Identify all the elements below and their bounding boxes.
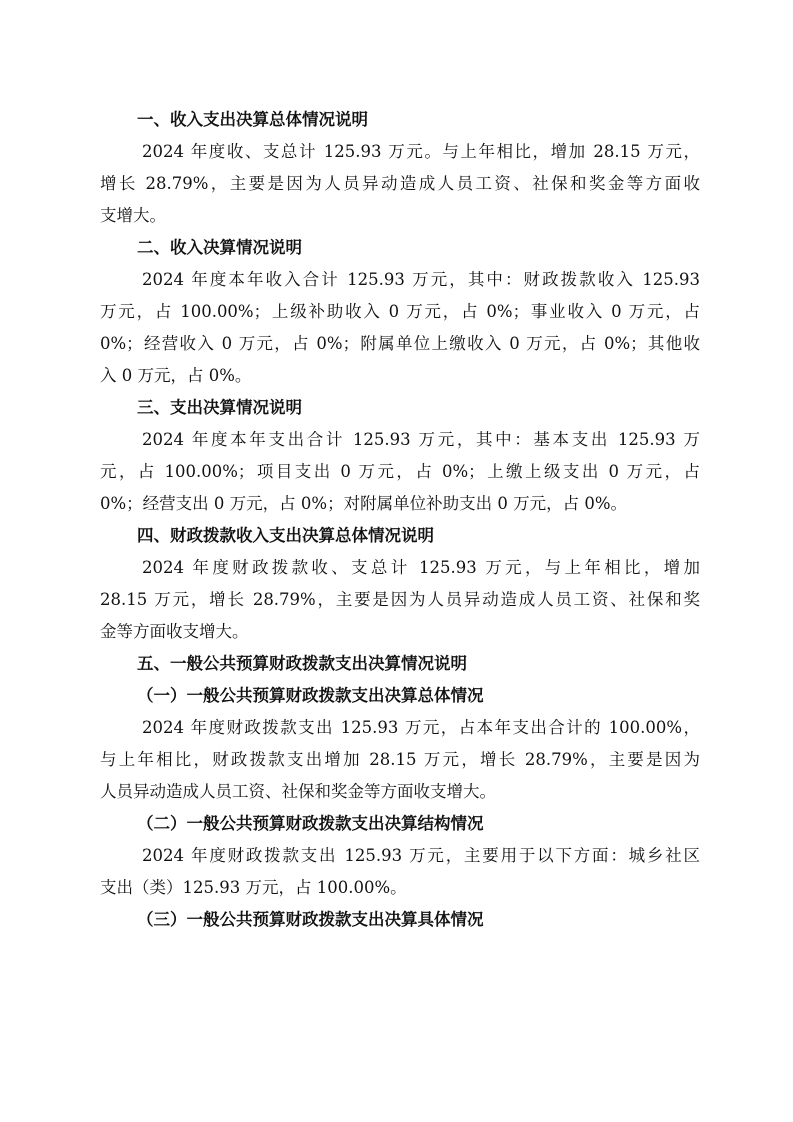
- paragraph-line: 0%；经营收入 0 万元，占 0%；附属单位上缴收入 0 万元，占 0%；其他收: [100, 334, 700, 353]
- paragraph-line: 元，占 100.00%；项目支出 0 万元，占 0%；上缴上级支出 0 万元，占: [100, 462, 700, 481]
- paragraph-fiscal-appropriation-overview: [100, 552, 700, 648]
- paragraph-line: 2024 年度本年收入合计 125.93 万元，其中：财政拨款收入 125.93: [142, 270, 700, 289]
- paragraph-line: 支出（类）125.93 万元，占 100.00%。: [100, 878, 407, 897]
- paragraph-line: 金等方面收支增大。: [100, 622, 249, 641]
- section-heading-income: 二、收入决算情况说明: [137, 238, 302, 257]
- paragraph-income-expenditure-overview: [100, 136, 700, 232]
- subsection-heading-details: （三）一般公共预算财政拨款支出决算具体情况: [137, 910, 484, 929]
- paragraph-line: 0%；经营支出 0 万元，占 0%；对附属单位补助支出 0 万元，占 0%。: [100, 494, 627, 513]
- paragraph-line: 2024 年度本年支出合计 125.93 万元，其中：基本支出 125.93 万: [142, 430, 700, 449]
- paragraph-general-budget-structure: [100, 840, 700, 904]
- paragraph-line: 28.15 万元，增长 28.79%，主要是因为人员异动造成人员工资、社保和奖: [100, 590, 700, 609]
- paragraph-line: 与上年相比，财政拨款支出增加 28.15 万元，增长 28.79%，主要是因为: [100, 750, 700, 769]
- document-body: [100, 104, 700, 936]
- paragraph-income: [100, 264, 700, 392]
- paragraph-line: 2024 年度财政拨款支出 125.93 万元，主要用于以下方面：城乡社区: [142, 846, 700, 865]
- paragraph-line: 2024 年度财政拨款支出 125.93 万元，占本年支出合计的 100.00%，: [142, 718, 700, 737]
- paragraph-line: 支增大。: [100, 206, 166, 225]
- paragraph-general-budget-overall: [100, 712, 700, 808]
- paragraph-line: 2024 年度收、支总计 125.93 万元。与上年相比，增加 28.15 万元，: [142, 142, 700, 161]
- paragraph-expenditure: [100, 424, 700, 520]
- paragraph-line: 2024 年度财政拨款收、支总计 125.93 万元，与上年相比，增加: [142, 558, 700, 577]
- subsection-heading-structure: （二）一般公共预算财政拨款支出决算结构情况: [137, 814, 484, 833]
- subsection-heading-overall: （一）一般公共预算财政拨款支出决算总体情况: [137, 686, 484, 705]
- paragraph-line: 入 0 万元，占 0%。: [100, 366, 252, 385]
- paragraph-line: 万元，占 100.00%；上级补助收入 0 万元，占 0%；事业收入 0 万元，占: [100, 302, 700, 321]
- paragraph-line: 人员异动造成人员工资、社保和奖金等方面收支增大。: [100, 782, 496, 801]
- section-heading-income-expenditure-overview: 一、收入支出决算总体情况说明: [137, 110, 368, 129]
- section-heading-general-public-budget: 五、一般公共预算财政拨款支出决算情况说明: [137, 654, 467, 673]
- section-heading-fiscal-appropriation-overview: 四、财政拨款收入支出决算总体情况说明: [137, 526, 434, 545]
- section-heading-expenditure: 三、支出决算情况说明: [137, 398, 302, 417]
- paragraph-line: 增长 28.79%，主要是因为人员异动造成人员工资、社保和奖金等方面收: [100, 174, 700, 193]
